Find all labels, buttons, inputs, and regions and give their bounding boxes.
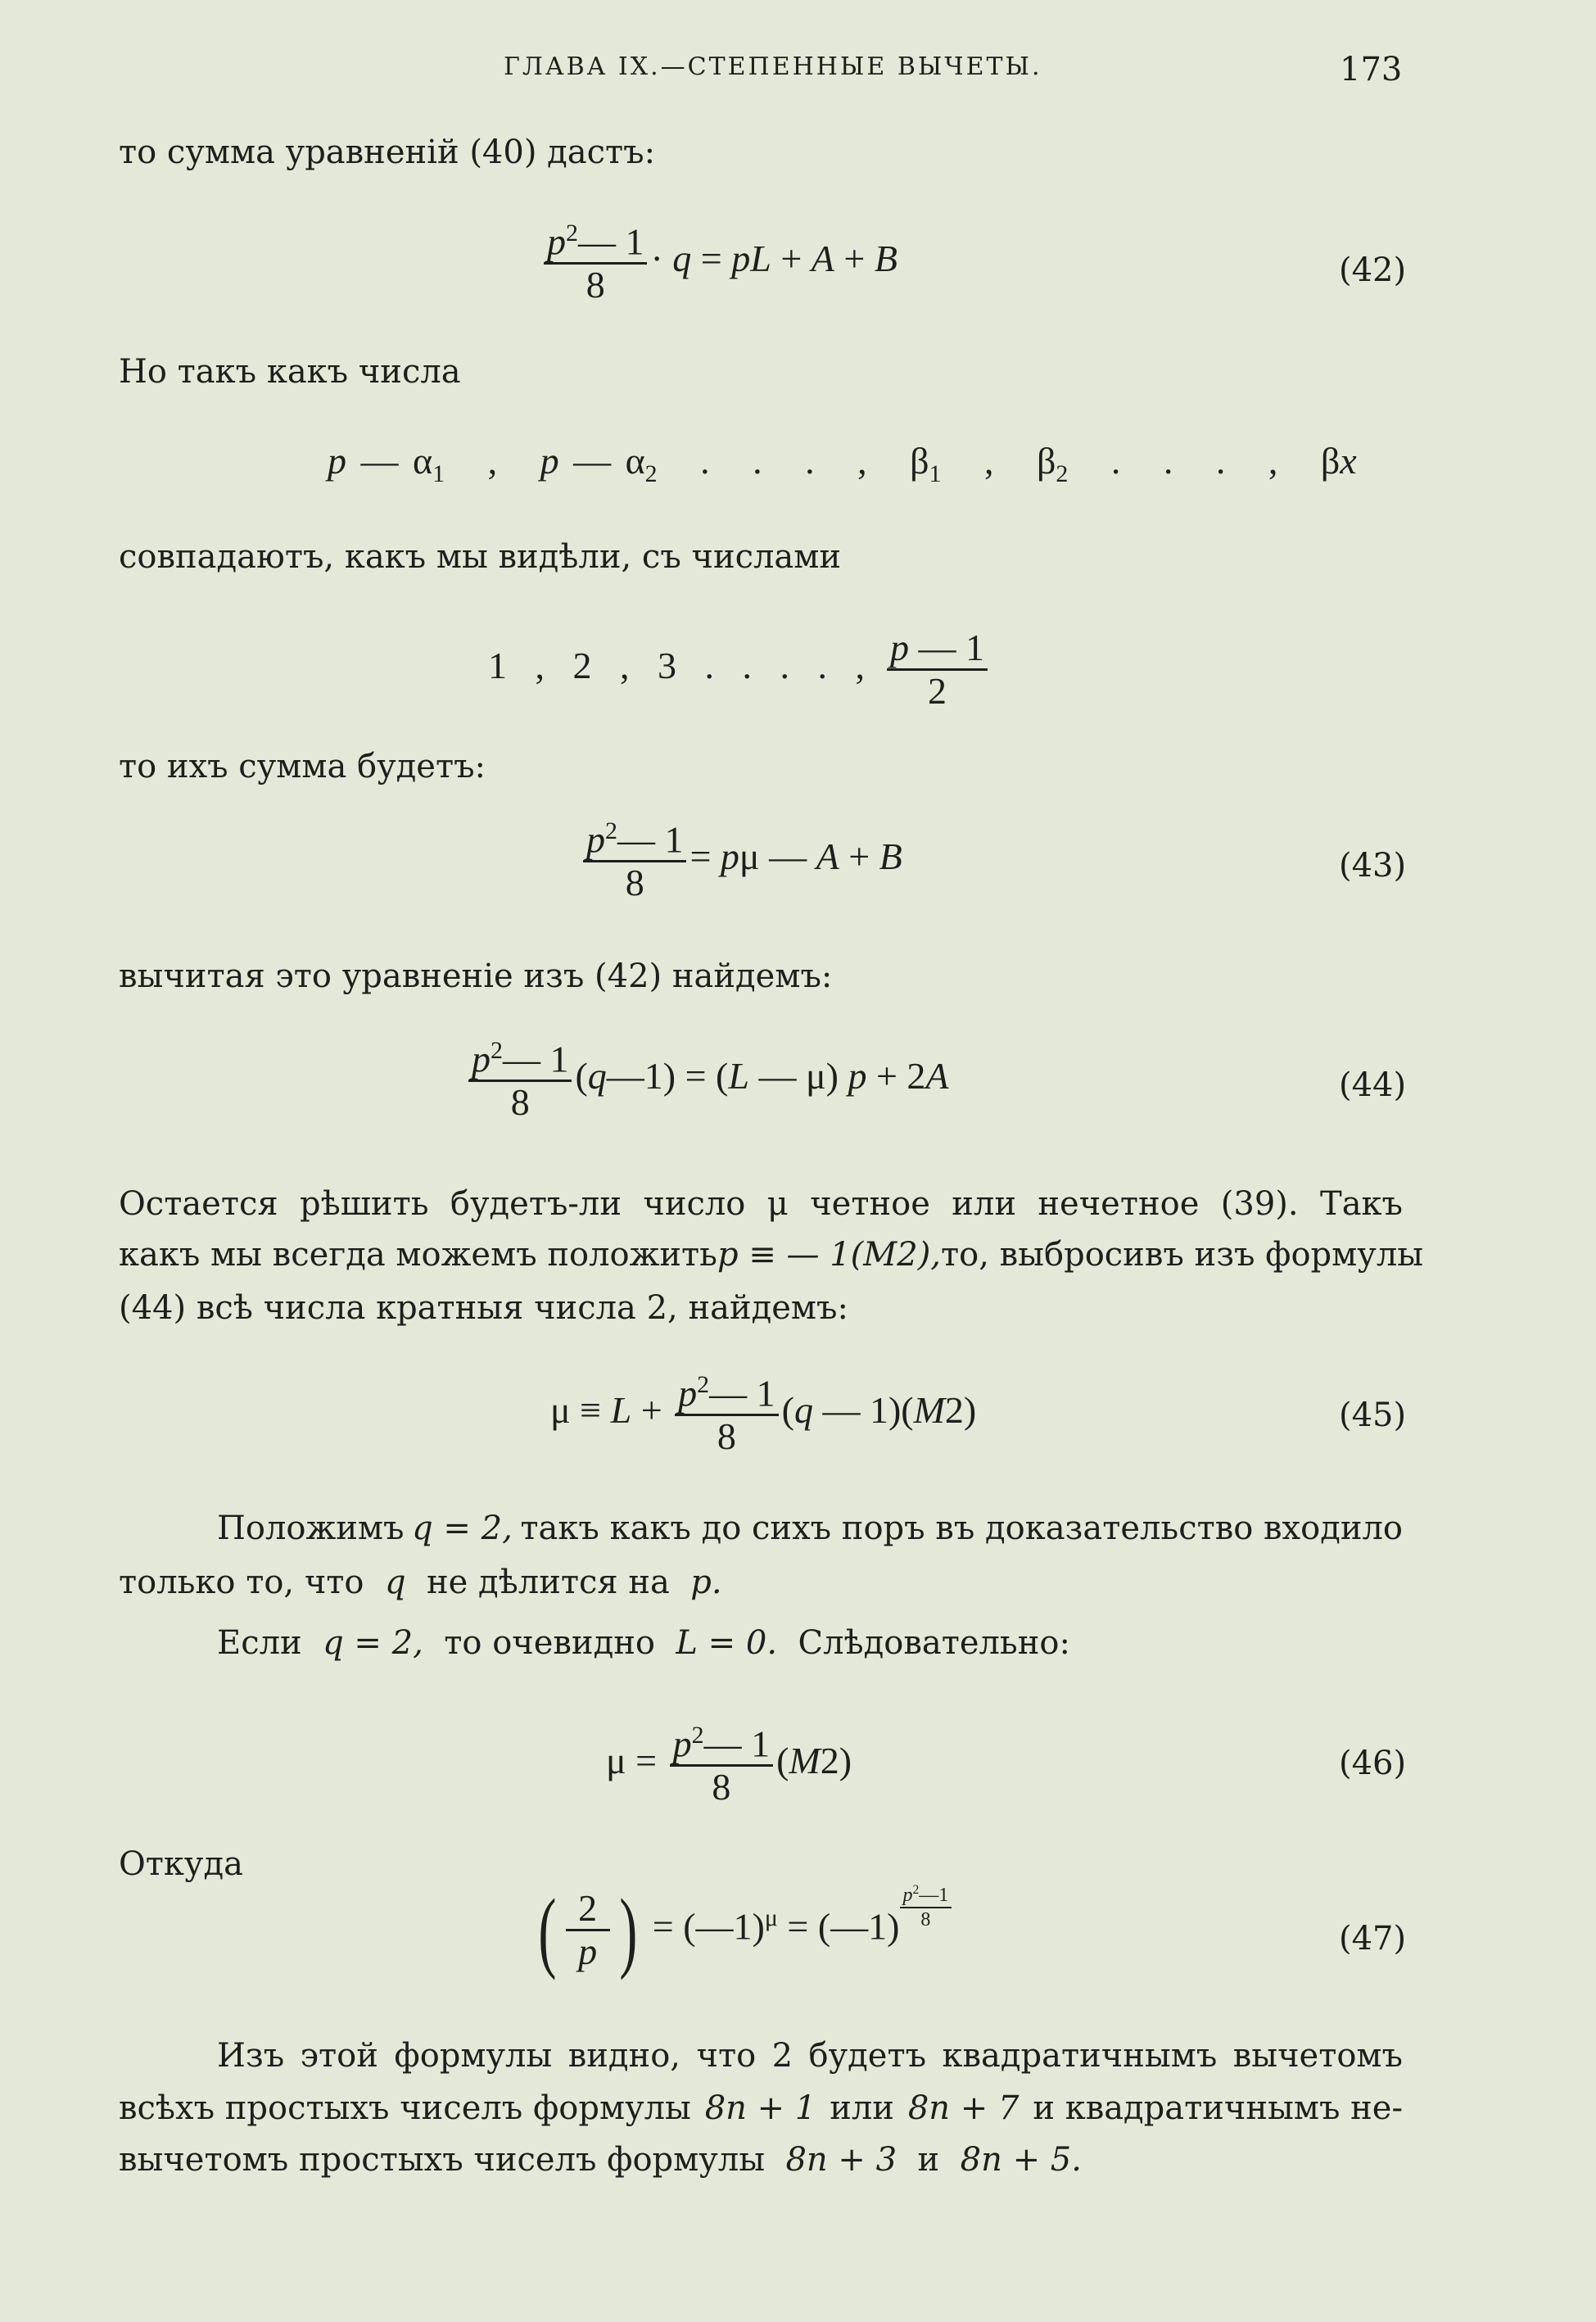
paragraph-coincide: совпадаютъ, какъ мы видѣли, съ числами <box>119 538 842 576</box>
paragraph-remains-line-3: (44) всѣ числа кратныя числа 2, найдемъ: <box>119 1289 848 1327</box>
equation-number-42: (42) <box>1339 251 1407 289</box>
paragraph-subtracting: вычитая это уравненіе изъ (42) найдемъ: <box>119 957 833 995</box>
paragraph-from-formula-line-3: вычетомъ простыхъ чиселъ формулы 8n + 3 и 8n + 5. <box>119 2141 1082 2179</box>
sequence-one-to-half-p: 1 , 2 , 3 . . . . , $\frac{p — 1}{2}$ <box>488 629 991 710</box>
equation-number-43: (43) <box>1339 847 1407 885</box>
running-title: ГЛАВА IX.—СТЕПЕННЫЕ ВЫЧЕТЫ. <box>504 52 1042 81</box>
paragraph-but-numbers: Но такъ какъ числа <box>119 353 461 391</box>
paragraph-their-sum: то ихъ сумма будетъ: <box>119 748 486 785</box>
equation-number-46: (46) <box>1339 1745 1407 1782</box>
equation-43: $\frac{p^2— 1}{8}$ = pμ — A + B <box>580 819 902 902</box>
equation-47: ( $\frac{2}{p}$ ) = (—1)$^\mu$ = (—1) $\frac{p^2—1}{8}$ <box>532 1884 952 1976</box>
paragraph-from-formula-line-1: Изъ этой формулы видно, что 2 будетъ квадратичнымъ вычетомъ <box>217 2037 1403 2075</box>
equation-42: $\frac{p^2— 1}{8}$ · q = pL + A + B <box>540 221 897 304</box>
paragraph-if-q-2: Если q = 2, то очевидно L = 0. Слѣдовательно: <box>217 1624 1070 1662</box>
paragraph-remains-line-1: Остается рѣшить будетъ-ли число μ четное или нечетное (39). Такъ <box>119 1185 1403 1223</box>
equation-45: μ ≡ L + $\frac{p^2— 1}{8}$ (q — 1)(M2) <box>550 1371 977 1458</box>
equation-44: $\frac{p^2— 1}{8}$ (q—1) = (L — μ) p + 2A <box>465 1039 949 1121</box>
equation-number-44: (44) <box>1339 1066 1407 1104</box>
equation-number-47: (47) <box>1339 1920 1407 1958</box>
paragraph-let-q-line-2: только то, что q не дѣлится на p. <box>119 1564 722 1601</box>
paragraph-from-formula-line-2: всѣхъ простыхъ чиселъ формулы 8n + 1 или 8n + 7 и квадратичнымъ не- <box>119 2089 1403 2127</box>
equation-number-45: (45) <box>1339 1396 1407 1434</box>
paragraph-let-q-line-1: Положимъ q = 2, такъ какъ до сихъ поръ въ доказательство входило <box>217 1510 1403 1547</box>
paragraph-remains-line-2: какъ мы всегда можемъ положить p ≡ — 1(M2), то, выбросивъ изъ формулы <box>119 1236 1424 1274</box>
sequence-p-alpha-beta: p — $\alpha_1$ , p — $\alpha_2$ . . . , $\beta_1$ , $\beta_2$ . . . , βx <box>328 440 1357 488</box>
paragraph-whence: Откуда <box>119 1845 243 1883</box>
paragraph-sum-equations: то сумма уравненій (40) дастъ: <box>119 134 656 171</box>
page-number: 173 <box>1340 51 1403 88</box>
equation-46: μ = $\frac{p^2— 1}{8}$ (M2) <box>606 1722 852 1808</box>
